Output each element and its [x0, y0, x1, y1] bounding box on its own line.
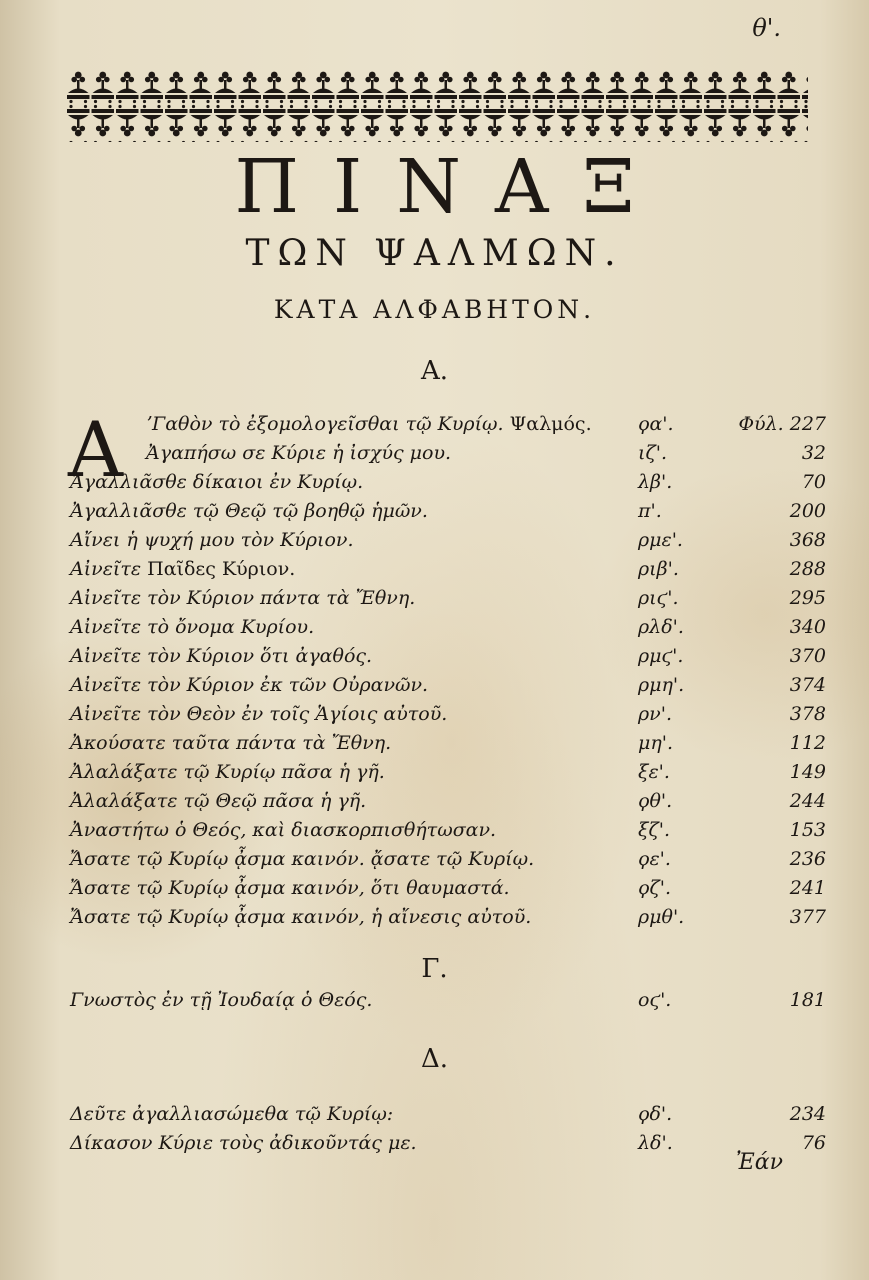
index-entry: [70, 700, 830, 728]
index-entry: [70, 845, 830, 873]
page-reference: 244: [789, 790, 826, 812]
psalm-number: οϛ'.: [638, 989, 672, 1011]
entry-text: Ἀναστήτω ὁ Θεός, καὶ διασκορπισθήτωσαν.: [70, 819, 497, 841]
index-entry: [70, 468, 830, 496]
page-reference: 340: [789, 616, 826, 638]
index-entry: [70, 642, 830, 670]
page-reference: 295: [789, 587, 826, 609]
psalm-number: ξζ'.: [638, 819, 671, 841]
page-reference: 368: [789, 529, 826, 551]
psalm-number: ιζ'.: [638, 442, 668, 464]
title-kata-alphabeton: ΚΑΤΑ ΑΛΦΑΒΗΤΟΝ.: [273, 295, 596, 324]
page-reference: 377: [789, 906, 826, 928]
psalm-number: λβ'.: [638, 471, 673, 493]
page-reference: Φύλ. 227: [738, 413, 826, 435]
entry-text: Ἄσατε τῷ Κυρίῳ ᾆσμα καινόν. ᾄσατε τῷ Κυρίῳ.: [70, 848, 535, 870]
entry-text: Ἀλαλάξατε τῷ Κυρίῳ πᾶσα ἡ γῆ.: [70, 761, 385, 783]
psalm-number: ϙα'.: [638, 413, 674, 435]
entry-text: Αἰνεῖτε τὸν Κύριον ἐκ τῶν Οὐρανῶν.: [70, 674, 429, 696]
entry-text: Αἰνεῖτε τὸν Θεὸν ἐν τοῖς Ἁγίοις αὐτοῦ.: [70, 703, 448, 725]
page-reference: 112: [789, 732, 826, 754]
index-entry: [70, 1129, 830, 1157]
entry-text: Ἀγαλλιᾶσθε τῷ Θεῷ τῷ βοηθῷ ἡμῶν.: [70, 500, 428, 522]
catchword: Ἐάν: [736, 1150, 783, 1175]
entry-text: Δίκασον Κύριε τοὺς ἀδικοῦντάς με.: [70, 1132, 417, 1154]
psalm-number: ρμε'.: [638, 529, 683, 551]
section-letter-delta: Δ.: [420, 1044, 449, 1074]
entry-text: Αἰνεῖτε τὸ ὄνομα Κυρίου.: [70, 616, 315, 638]
index-entry: [70, 497, 830, 525]
index-entry: [70, 1100, 830, 1128]
section-letter-gamma: Γ.: [421, 954, 448, 984]
page-reference: 236: [789, 848, 826, 870]
page-reference: 378: [789, 703, 826, 725]
page-reference: 370: [789, 645, 826, 667]
psalm-number: λδ'.: [638, 1132, 673, 1154]
psalm-number: ρμϛ'.: [638, 645, 684, 667]
psalm-number: ϙζ'.: [638, 877, 671, 899]
psalm-number: ρμη'.: [638, 674, 685, 696]
index-entry: [146, 439, 830, 467]
page-reference: 200: [789, 500, 826, 522]
entry-text: Ἄσατε τῷ Κυρίῳ ᾆσμα καινόν, ὅτι θαυμαστά.: [70, 877, 510, 899]
entry-text: Γνωστὸς ἐν τῇ Ἰουδαίᾳ ὁ Θεός.: [70, 989, 373, 1011]
section-letter-alpha: Α.: [420, 356, 449, 386]
entry-text: Ἄσατε τῷ Κυρίῳ ᾆσμα καινόν, ἡ αἴνεσις αὐτοῦ.: [70, 906, 532, 928]
page-reference: 234: [789, 1103, 826, 1125]
entry-text: Δεῦτε ἀγαλλιασώμεθα τῷ Κυρίῳ:: [70, 1103, 394, 1125]
page-number: θ'.: [752, 14, 781, 42]
entry-text: Αἰνεῖτε τὸν Κύριον ὅτι ἀγαθός.: [70, 645, 373, 667]
entry-text: Ἀγαπήσω σε Κύριε ἡ ἰσχύς μου.: [146, 442, 452, 464]
entry-text: Ἀκούσατε ταῦτα πάντα τὰ Ἔθνη.: [70, 732, 392, 754]
page-reference: 70: [801, 471, 826, 493]
index-entry: [70, 874, 830, 902]
index-entry: [70, 584, 830, 612]
entry-text: Αἴνει ἡ ψυχή μου τὸν Κύριον.: [70, 529, 354, 551]
psalm-number: ϙε'.: [638, 848, 671, 870]
title-pinax: ΠΙΝΑΞ: [234, 144, 669, 230]
index-entry: [70, 613, 830, 641]
index-entry: [70, 903, 830, 931]
page-reference: 153: [789, 819, 826, 841]
psalm-number: ρμθ'.: [638, 906, 685, 928]
drop-cap-letter: Α: [68, 405, 123, 494]
fleuron-border-ornament: [66, 68, 808, 142]
page-reference: 181: [789, 989, 826, 1011]
psalm-number: ϙδ'.: [638, 1103, 673, 1125]
psalm-number: ξε'.: [638, 761, 670, 783]
entry-text: Ἀγαλλιᾶσθε δίκαιοι ἐν Κυρίῳ.: [70, 471, 364, 493]
index-entry: [146, 410, 830, 438]
index-entry: [70, 758, 830, 786]
index-entry: [70, 787, 830, 815]
title-ton-psalmon: ΤΩΝ ΨΑΛΜΩΝ.: [245, 233, 624, 274]
psalm-number: ριβ'.: [638, 558, 679, 580]
page-reference: 149: [789, 761, 826, 783]
index-entry: [70, 526, 830, 554]
psalm-number: ϙθ'.: [638, 790, 673, 812]
psalm-number: ρν'.: [638, 703, 672, 725]
page-reference: 288: [789, 558, 826, 580]
page-reference: 32: [801, 442, 826, 464]
index-entry: [70, 729, 830, 757]
entry-text: ʼΓαθὸν τὸ ἐξομολογεῖσθαι τῷ Κυρίῳ. Ψαλμός.: [146, 413, 592, 435]
page-reference: 241: [789, 877, 826, 899]
entry-text: Αἰνεῖτε τὸν Κύριον πάντα τὰ Ἔθνη.: [70, 587, 416, 609]
entry-text: Ἀλαλάξατε τῷ Θεῷ πᾶσα ἡ γῆ.: [70, 790, 367, 812]
index-entry: [70, 671, 830, 699]
psalm-number: μη'.: [638, 732, 673, 754]
index-entry: [70, 816, 830, 844]
index-entry: [70, 555, 830, 583]
psalm-number: ριϛ'.: [638, 587, 679, 609]
entry-text: Αἰνεῖτε Παῖδες Κύριον.: [70, 558, 296, 580]
index-entry: [70, 986, 830, 1014]
psalm-number: π'.: [638, 500, 662, 522]
page-reference: 374: [789, 674, 826, 696]
psalm-number: ρλδ'.: [638, 616, 684, 638]
page-reference: 76: [801, 1132, 826, 1154]
